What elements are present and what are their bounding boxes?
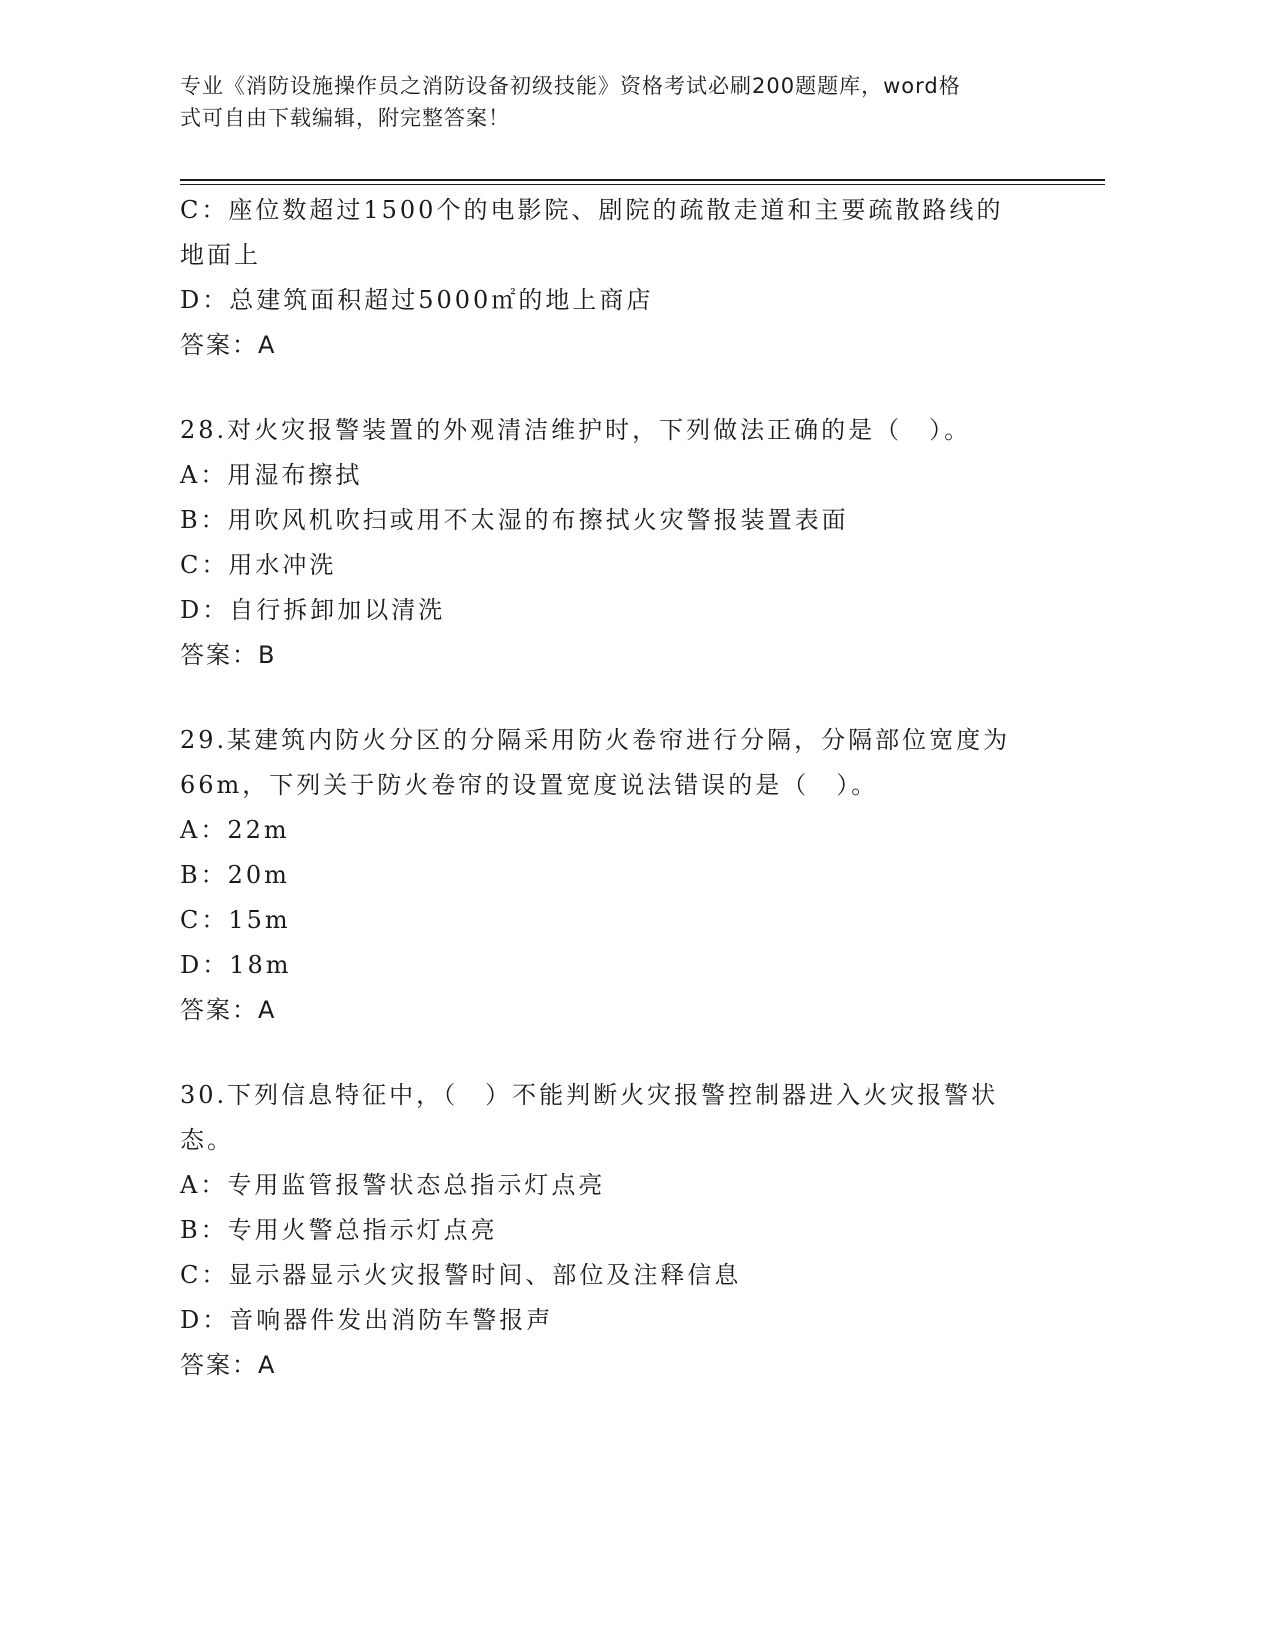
question-stem: 29.某建筑内防火分区的分隔采用防火卷帘进行分隔，分隔部位宽度为 [180, 726, 1011, 754]
option-a: A：专用监管报警状态总指示灯点亮 [180, 1171, 606, 1199]
question-stem-continued: 66m，下列关于防火卷帘的设置宽度说法错误的是（ ）。 [180, 771, 879, 799]
answer: 答案：B [180, 641, 277, 669]
option-c-continued: 地面上 [180, 241, 261, 269]
option-a: A：用湿布擦拭 [180, 461, 363, 489]
option-c: C：显示器显示火灾报警时间、部位及注释信息 [180, 1261, 742, 1289]
question-block-prev [180, 188, 1060, 368]
question-block-28 [180, 408, 1060, 678]
option-b: B：专用火警总指示灯点亮 [180, 1216, 498, 1244]
option-c: C：用水冲洗 [180, 551, 337, 579]
option-c: C：15m [180, 906, 291, 934]
answer: 答案：A [180, 996, 277, 1024]
header-line-2: 式可自由下载编辑，附完整答案！ [180, 106, 510, 130]
option-b: B：用吹风机吹扫或用不太湿的布擦拭火灾警报装置表面 [180, 506, 849, 534]
header-rule-thin [180, 184, 1105, 185]
answer: 答案：A [180, 331, 277, 359]
question-content [180, 188, 1060, 1388]
option-d: D：音响器件发出消防车警报声 [180, 1306, 554, 1334]
option-d: D：18m [180, 951, 292, 979]
question-block-30 [180, 1073, 1060, 1388]
document-header [180, 70, 1060, 134]
option-d: D：自行拆卸加以清洗 [180, 596, 446, 624]
option-d: D：总建筑面积超过5000㎡的地上商店 [180, 286, 654, 314]
question-stem: 28.对火灾报警装置的外观清洁维护时，下列做法正确的是（ ）。 [180, 416, 972, 444]
question-stem: 30.下列信息特征中，（ ）不能判断火灾报警控制器进入火灾报警状 [180, 1081, 999, 1109]
option-a: A：22m [180, 816, 290, 844]
question-stem-continued: 态。 [180, 1126, 234, 1154]
header-rule-thick [180, 179, 1105, 181]
option-c: C：座位数超过1500个的电影院、剧院的疏散走道和主要疏散路线的 [180, 196, 1004, 224]
question-block-29 [180, 718, 1060, 1033]
header-line-1: 专业《消防设施操作员之消防设备初级技能》资格考试必刷200题题库，word格 [180, 74, 961, 98]
answer: 答案：A [180, 1351, 277, 1379]
option-b: B：20m [180, 861, 290, 889]
